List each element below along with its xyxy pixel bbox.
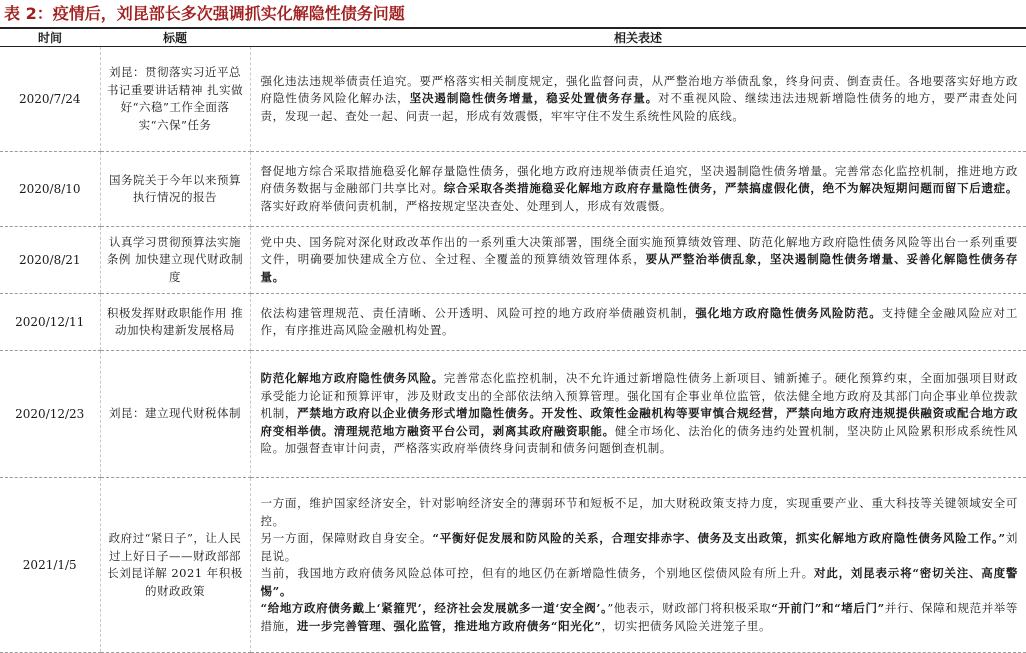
- description-paragraph: [261, 495, 1019, 530]
- header-description: 相关表述: [250, 29, 1026, 47]
- header-date: 时间: [0, 29, 100, 47]
- description-paragraph: [261, 530, 1019, 565]
- row-description: [250, 478, 1026, 653]
- table-row: [0, 351, 1026, 478]
- plain-text: 对不重视风险、继续违法违规新增隐性债务的地方，要严肃查处问责，发现一起、查处一起、问责一起，形成有效震慑，牢牢守住不发生系统性风险的底线。: [260, 91, 1018, 123]
- description-paragraph: [261, 305, 1019, 340]
- row-date: 2020/8/21: [0, 227, 100, 294]
- emphasis-text: 进一步完善管理、强化监管，推进地方政府债务“阳光化”: [296, 618, 602, 633]
- plain-text: 一方面，维护国家经济安全，针对影响经济安全的薄弱环节和短板不足，加大财税政策支持力度，实现重要产业、重大科技等关键领域安全可控。: [260, 496, 1018, 528]
- emphasis-text: “开前门”和“堵后门”: [771, 601, 885, 615]
- row-date: 2020/8/10: [0, 152, 100, 227]
- plain-text: 并行、保障和规范并举等措施，: [260, 601, 1019, 633]
- row-title: 政府过“紧日子”，让人民过上好日子——财政部部长刘昆详解 2021 年积极的财政政策: [100, 478, 250, 653]
- table-row: [0, 152, 1026, 227]
- plain-text: 刘昆说。: [260, 531, 1018, 563]
- emphasis-text: 强化地方政府隐性债务风险防范。: [695, 305, 882, 320]
- row-description: [250, 227, 1026, 294]
- row-title: 认真学习贯彻预算法实施条例 加快建立现代财政制度: [100, 227, 250, 294]
- plain-text: 当前，我国地方政府债务风险总体可控，但有的地区仍在新增隐性债务，个别地区偿债风险有所上升。: [260, 566, 814, 580]
- plain-text: 完善常态化监控机制，决不允许通过新增隐性债务上新项目、铺新摊子。硬化预算约束，全面加强项目财政承受能力论证和预算评审，涉及财政支出的全部依法纳入预算管理。强化国有企事业单位监管，依法健全地方政府及其部门向企事业单位拨款机制，: [260, 371, 1018, 421]
- row-title: 国务院关于今年以来预算执行情况的报告: [100, 152, 250, 227]
- emphasis-text: 对此，刘昆表示将“密切关注、高度警惕”。: [260, 566, 1018, 598]
- row-title: 刘昆：建立现代财税体制: [100, 351, 250, 478]
- emphasis-text: 要从严整治举债乱象，坚决遏制隐性债务增量、妥善化解隐性债务存量。: [260, 252, 1018, 284]
- row-title: 刘昆：贯彻落实习近平总书记重要讲话精神 扎实做好“六稳”工作全面落实“六保”任务: [100, 47, 250, 152]
- row-description: [250, 152, 1026, 227]
- policy-table: [0, 29, 1026, 653]
- plain-text: 督促地方综合采取措施稳妥化解存量隐性债务，强化地方政府违规举债责任追究，坚决遏制隐性债务增量。完善常态化监控机制，推进地方政府债务数据与金融部门共享比对。: [260, 163, 1018, 196]
- table-row: [0, 47, 1026, 152]
- emphasis-text: 防范化解地方政府隐性债务风险。: [260, 371, 444, 386]
- plain-text: 支持健全金融风险应对工作，有序推进高风险金融机构处置。: [260, 305, 1019, 337]
- plain-text: ，切实把债务风险关进笼子里。: [601, 618, 772, 633]
- emphasis-text: 综合采取各类措施稳妥化解地方政府存量隐性债务，严禁搞虚假化债，绝不为解决短期问题而留下后遗症。: [443, 181, 1018, 196]
- row-description: [250, 351, 1026, 478]
- description-paragraph: [261, 600, 1019, 635]
- table-title: 表 2：疫情后，刘昆部长多次强调抓实化解隐性债务问题: [4, 4, 405, 23]
- description-paragraph: [261, 370, 1019, 458]
- table-header-row: [0, 29, 1026, 47]
- table-row: [0, 478, 1026, 653]
- emphasis-text: “平衡好促发展和防风险的关系，合理安排赤字、债务及支出政策，抓实化解地方政府隐性债务风险工作。”: [432, 531, 1006, 545]
- emphasis-text: 坚决遏制隐性债务增量，稳妥处置债务存量。: [409, 91, 659, 106]
- description-paragraph: [261, 73, 1019, 126]
- plain-text: 另一方面，保障财政自身安全。: [260, 531, 433, 545]
- plain-text: 强化违法违规举债责任追究。要严格落实相关制度规定，强化监督问责，从严整治地方举债乱象，终身问责、倒查责任。各地要落实好地方政府隐性债务风险化解办法，: [260, 73, 1018, 106]
- row-date: 2020/12/23: [0, 351, 100, 478]
- plain-text: 党中央、国务院对深化财政改革作出的一系列重大决策部署，围绕全面实施预算绩效管理、防范化解地方政府隐性债务风险等出台一系列重要文件，明确要加快建成全方位、全过程、全覆盖的预算绩效管理体系，: [260, 234, 1018, 267]
- plain-text: 依法构建管理规范、责任清晰、公开透明、风险可控的地方政府举债融资机制，: [260, 305, 696, 320]
- plain-text: 健全市场化、法治化的债务违约处置机制，坚决防止风险累积形成系统性风险。加强督查审计问责，严格落实政府举债终身问责制和债务问题倒查机制。: [260, 423, 1018, 456]
- row-date: 2020/7/24: [0, 47, 100, 152]
- description-paragraph: [261, 234, 1019, 287]
- header-title: 标题: [100, 29, 250, 47]
- table-row: [0, 294, 1026, 351]
- description-paragraph: [261, 163, 1019, 216]
- emphasis-text: 严禁地方政府以企业债务形式增加隐性债务。开发性、政策性金融机构等要审慎合规经营，严禁向地方政府违规提供融资或配合地方政府变相举债。清理规范地方融资平台公司，剥离其政府融资职能。: [260, 406, 1018, 438]
- row-description: [250, 294, 1026, 351]
- row-title: 积极发挥财政职能作用 推动加快构建新发展格局: [100, 294, 250, 351]
- plain-text: 落实好政府举债问责机制，严格按规定坚决查处、处理到人，形成有效震慑。: [260, 198, 672, 213]
- row-date: 2021/1/5: [0, 478, 100, 653]
- description-paragraph: [261, 565, 1019, 600]
- row-date: 2020/12/11: [0, 294, 100, 351]
- row-description: [250, 47, 1026, 152]
- table-row: [0, 227, 1026, 294]
- plain-text: ”他表示，财政部门将积极采取: [607, 601, 772, 615]
- emphasis-text: “给地方政府债务戴上‘紧箍咒’，经济社会发展就多一道‘安全阀’。: [260, 601, 608, 615]
